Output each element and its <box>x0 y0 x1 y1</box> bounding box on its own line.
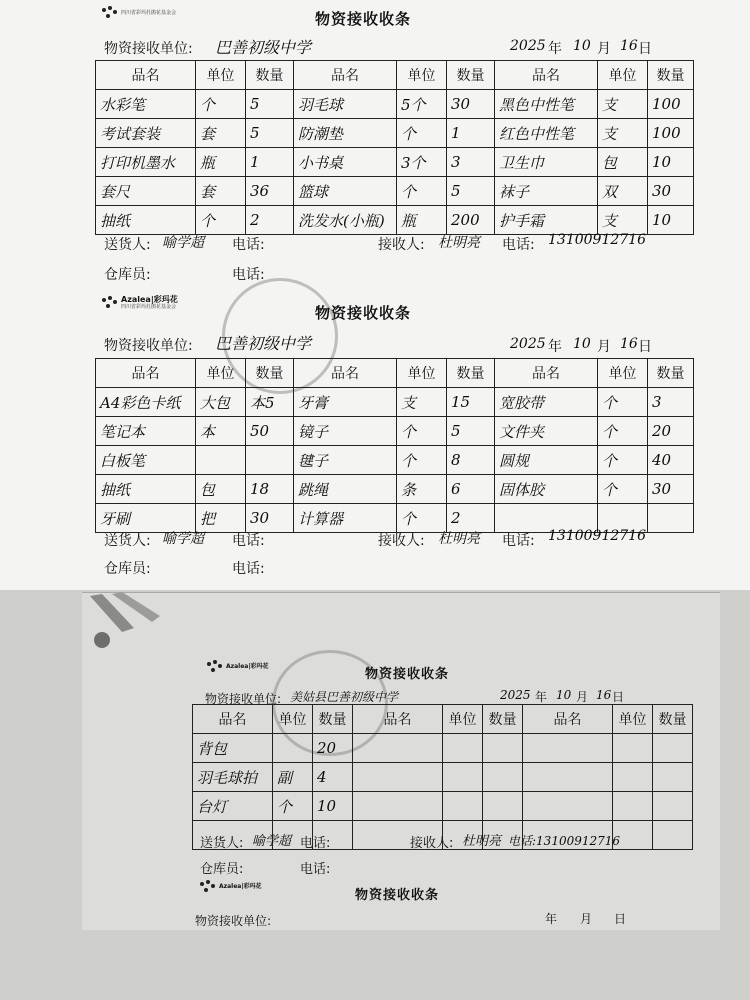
table-cell: 30 <box>447 90 495 119</box>
phone-label: 电话: <box>300 836 331 851</box>
table-cell: 4 <box>313 763 353 792</box>
table-cell: 白板笔 <box>96 446 196 475</box>
table-cell: 瓶 <box>397 206 447 235</box>
table-cell: 固体胶 <box>495 475 598 504</box>
table-cell: 本 <box>196 417 246 446</box>
foundation-logo <box>198 880 262 894</box>
table-cell: 30 <box>648 177 694 206</box>
table-cell: 双 <box>598 177 648 206</box>
table-cell: 护手霜 <box>495 206 598 235</box>
unit-value: 巴善初级中学 <box>215 38 312 57</box>
table-cell <box>353 792 443 821</box>
table-cell: 3个 <box>397 148 447 177</box>
storekeeper-label: 仓库员: <box>104 561 151 577</box>
receiver-phone-label: 电话: <box>502 533 535 549</box>
table-header-row <box>193 705 693 734</box>
receiver-label: 接收人: <box>410 836 454 851</box>
table-row <box>193 763 693 792</box>
org-name: 四川省彩玛杜鹃花基金会 <box>121 304 177 310</box>
table-cell <box>443 763 483 792</box>
column-header: 单位 <box>196 61 246 90</box>
column-header: 单位 <box>613 705 653 734</box>
table-cell: 100 <box>648 119 694 148</box>
column-header: 品名 <box>294 61 397 90</box>
table-cell: 套 <box>196 177 246 206</box>
table-cell: 计算器 <box>294 504 397 533</box>
table-cell <box>443 734 483 763</box>
table-cell: 5 <box>246 119 294 148</box>
unit-label: 物资接收单位: <box>205 692 282 706</box>
table-row <box>96 475 694 504</box>
column-header: 品名 <box>193 705 273 734</box>
table-cell: 宽胶带 <box>495 388 598 417</box>
table-cell: 个 <box>598 446 648 475</box>
table-cell: 瓶 <box>196 148 246 177</box>
table-cell <box>613 734 653 763</box>
table-cell: 个 <box>196 206 246 235</box>
table-cell: 袜子 <box>495 177 598 206</box>
receiver-signature: 杜明亮 <box>462 834 502 849</box>
column-header: 数量 <box>447 359 495 388</box>
table-cell: 个 <box>397 119 447 148</box>
items-table <box>95 60 694 235</box>
table-cell: 20 <box>313 734 353 763</box>
month-char: 月 <box>576 690 589 704</box>
table-row <box>96 417 694 446</box>
table-cell: 羽毛球拍 <box>193 763 273 792</box>
column-header: 品名 <box>495 359 598 388</box>
column-header: 品名 <box>294 359 397 388</box>
column-header: 数量 <box>653 705 693 734</box>
table-cell: 1 <box>246 148 294 177</box>
table-cell <box>653 734 693 763</box>
table-row <box>96 206 694 235</box>
column-header: 品名 <box>495 61 598 90</box>
table-cell: 40 <box>648 446 694 475</box>
unit-label: 物资接收单位: <box>104 338 193 354</box>
slip-title: 物资接收收条 <box>365 667 450 682</box>
table-cell <box>653 821 693 850</box>
foundation-logo <box>100 6 176 20</box>
column-header: 数量 <box>246 359 294 388</box>
column-header: 单位 <box>397 61 447 90</box>
table-cell: 个 <box>397 417 447 446</box>
table-cell: 36 <box>246 177 294 206</box>
table-cell <box>273 734 313 763</box>
flower-logo-icon <box>100 6 118 20</box>
table-cell: 牙膏 <box>294 388 397 417</box>
table-cell: 套 <box>196 119 246 148</box>
table-cell <box>653 792 693 821</box>
column-header: 单位 <box>598 359 648 388</box>
table-cell: 8 <box>447 446 495 475</box>
table-cell <box>353 763 443 792</box>
table-row <box>96 90 694 119</box>
table-cell: 毽子 <box>294 446 397 475</box>
sender-signature: 喻学超 <box>252 834 292 849</box>
table-cell: 2 <box>447 504 495 533</box>
column-header: 数量 <box>483 705 523 734</box>
table-cell: 牙刷 <box>96 504 196 533</box>
date-year: 2025 <box>500 688 531 702</box>
table-cell: 副 <box>273 763 313 792</box>
table-cell <box>613 763 653 792</box>
brand-name: Azalea|彩玛花 <box>121 295 178 304</box>
table-cell: 2 <box>246 206 294 235</box>
table-cell: 个 <box>397 504 447 533</box>
table-cell: 10 <box>648 148 694 177</box>
table-cell <box>613 792 653 821</box>
column-header: 单位 <box>273 705 313 734</box>
table-cell <box>353 734 443 763</box>
items-table <box>95 358 694 533</box>
column-header: 品名 <box>353 705 443 734</box>
day-char: 日 <box>612 690 625 704</box>
day-char: 日 <box>638 41 652 57</box>
receiver-label: 接收人: <box>378 533 425 549</box>
month-char: 月 <box>580 912 593 926</box>
table-cell <box>653 763 693 792</box>
flower-logo-icon <box>205 660 223 674</box>
table-cell: 镜子 <box>294 417 397 446</box>
table-cell: 套尺 <box>96 177 196 206</box>
table-cell: 6 <box>447 475 495 504</box>
sender-label: 送货人: <box>104 237 151 253</box>
table-cell: 个 <box>397 446 447 475</box>
table-cell: 红色中性笔 <box>495 119 598 148</box>
table-cell: 15 <box>447 388 495 417</box>
column-header: 单位 <box>598 61 648 90</box>
table-cell: 大包 <box>196 388 246 417</box>
table-cell: 考试套装 <box>96 119 196 148</box>
unit-label: 物资接收单位: <box>195 914 272 928</box>
foundation-logo <box>100 296 178 310</box>
table-row <box>193 792 693 821</box>
storekeeper-phone-label: 电话: <box>300 862 331 877</box>
date-month: 10 <box>573 336 591 352</box>
sender-signature: 喻学超 <box>162 531 204 547</box>
flower-logo-icon <box>100 296 118 310</box>
table-cell: 支 <box>397 388 447 417</box>
column-header: 品名 <box>523 705 613 734</box>
foundation-logo <box>205 660 269 674</box>
table-cell <box>483 763 523 792</box>
table-cell: 支 <box>598 90 648 119</box>
storekeeper-phone-label: 电话: <box>232 561 265 577</box>
storekeeper-label: 仓库员: <box>200 862 244 877</box>
table-cell <box>246 446 294 475</box>
unit-value: 巴善初级中学 <box>215 334 312 353</box>
table-cell: 5 <box>447 417 495 446</box>
keys-image <box>82 592 202 652</box>
receiver-phone: 13100912716 <box>548 232 646 248</box>
org-name: 四川省彩玛杜鹃花基金会 <box>121 10 177 16</box>
table-cell <box>523 792 613 821</box>
day-char: 日 <box>638 339 652 355</box>
date-year: 2025 <box>510 38 546 54</box>
table-row <box>96 388 694 417</box>
table-cell: 本5 <box>246 388 294 417</box>
table-cell: 3 <box>648 388 694 417</box>
items-table <box>192 704 693 850</box>
table-cell: 把 <box>196 504 246 533</box>
sender-label: 送货人: <box>104 533 151 549</box>
table-cell: 1 <box>447 119 495 148</box>
unit-label: 物资接收单位: <box>104 41 193 57</box>
column-header: 品名 <box>96 61 196 90</box>
table-cell: 个 <box>598 417 648 446</box>
table-cell: 黑色中性笔 <box>495 90 598 119</box>
table-cell: 个 <box>598 475 648 504</box>
table-header-row <box>96 61 694 90</box>
table-cell <box>648 504 694 533</box>
table-cell: A4彩色卡纸 <box>96 388 196 417</box>
table-cell: 背包 <box>193 734 273 763</box>
table-cell: 个 <box>598 388 648 417</box>
table-cell <box>483 734 523 763</box>
slip-title: 物资接收收条 <box>315 304 412 322</box>
year-char: 年 <box>548 41 562 57</box>
table-cell: 30 <box>246 504 294 533</box>
column-header: 数量 <box>648 61 694 90</box>
date-year: 2025 <box>510 336 546 352</box>
table-row <box>96 446 694 475</box>
table-cell: 篮球 <box>294 177 397 206</box>
table-cell: 5 <box>447 177 495 206</box>
table-row <box>193 734 693 763</box>
table-cell: 防潮垫 <box>294 119 397 148</box>
table-cell: 打印机墨水 <box>96 148 196 177</box>
phone-label: 电话: <box>232 533 265 549</box>
table-cell: 台灯 <box>193 792 273 821</box>
receiver-phone: 13100912716 <box>548 528 646 544</box>
storekeeper-phone-label: 电话: <box>232 267 265 283</box>
table-cell: 笔记本 <box>96 417 196 446</box>
brand-name: Azalea|彩玛花 <box>219 883 262 890</box>
date-day: 16 <box>596 688 612 702</box>
table-cell: 支 <box>598 206 648 235</box>
table-cell: 200 <box>447 206 495 235</box>
year-char: 年 <box>535 690 548 704</box>
receiver-label: 接收人: <box>378 237 425 253</box>
table-cell: 3 <box>447 148 495 177</box>
table-cell: 圆规 <box>495 446 598 475</box>
table-row <box>96 119 694 148</box>
flower-logo-icon <box>198 880 216 894</box>
column-header: 单位 <box>443 705 483 734</box>
table-cell <box>483 792 523 821</box>
table-cell <box>196 446 246 475</box>
date-month: 10 <box>573 38 591 54</box>
slip-title: 物资接收收条 <box>355 888 440 903</box>
table-cell: 支 <box>598 119 648 148</box>
table-cell: 条 <box>397 475 447 504</box>
table-cell: 小书桌 <box>294 148 397 177</box>
table-cell <box>443 792 483 821</box>
table-cell: 卫生巾 <box>495 148 598 177</box>
table-cell: 30 <box>648 475 694 504</box>
slip-title: 物资接收收条 <box>315 10 412 28</box>
date-day: 16 <box>620 38 638 54</box>
receiver-phone: 电话:13100912716 <box>508 834 621 848</box>
table-cell: 个 <box>397 177 447 206</box>
year-char: 年 <box>545 912 558 926</box>
month-char: 月 <box>597 41 611 57</box>
sender-label: 送货人: <box>200 836 244 851</box>
date-day: 16 <box>620 336 638 352</box>
table-row <box>96 148 694 177</box>
column-header: 数量 <box>246 61 294 90</box>
table-cell: 抽纸 <box>96 475 196 504</box>
receiver-signature: 杜明亮 <box>438 235 480 251</box>
table-cell: 羽毛球 <box>294 90 397 119</box>
day-char: 日 <box>614 912 627 926</box>
table-cell: 50 <box>246 417 294 446</box>
column-header: 数量 <box>447 61 495 90</box>
unit-value: 美姑县巴善初级中学 <box>290 690 399 704</box>
table-cell: 5 <box>246 90 294 119</box>
brand-name: Azalea|彩玛花 <box>226 663 269 670</box>
table-cell <box>523 734 613 763</box>
receiver-signature: 杜明亮 <box>438 531 480 547</box>
date-month: 10 <box>556 688 572 702</box>
table-cell: 抽纸 <box>96 206 196 235</box>
table-cell <box>523 763 613 792</box>
table-cell: 水彩笔 <box>96 90 196 119</box>
table-cell: 10 <box>313 792 353 821</box>
year-char: 年 <box>548 339 562 355</box>
table-cell: 文件夹 <box>495 417 598 446</box>
table-cell: 包 <box>598 148 648 177</box>
sender-signature: 喻学超 <box>162 235 204 251</box>
column-header: 数量 <box>648 359 694 388</box>
table-cell: 跳绳 <box>294 475 397 504</box>
table-cell: 包 <box>196 475 246 504</box>
table-row <box>96 177 694 206</box>
table-cell: 个 <box>196 90 246 119</box>
phone-label: 电话: <box>232 237 265 253</box>
table-cell: 18 <box>246 475 294 504</box>
table-cell: 20 <box>648 417 694 446</box>
column-header: 数量 <box>313 705 353 734</box>
table-cell: 10 <box>648 206 694 235</box>
month-char: 月 <box>597 339 611 355</box>
column-header: 单位 <box>196 359 246 388</box>
table-cell: 洗发水(小瓶) <box>294 206 397 235</box>
storekeeper-label: 仓库员: <box>104 267 151 283</box>
table-cell: 个 <box>273 792 313 821</box>
table-header-row <box>96 359 694 388</box>
table-cell: 5个 <box>397 90 447 119</box>
receiver-phone-label: 电话: <box>502 237 535 253</box>
table-cell: 100 <box>648 90 694 119</box>
column-header: 品名 <box>96 359 196 388</box>
column-header: 单位 <box>397 359 447 388</box>
